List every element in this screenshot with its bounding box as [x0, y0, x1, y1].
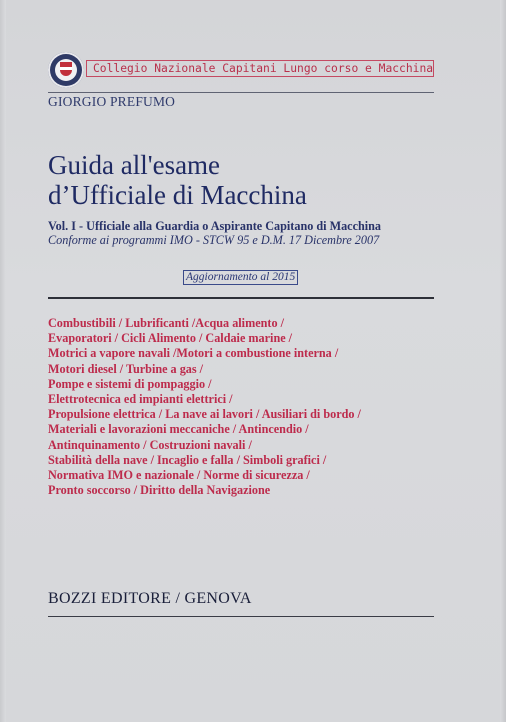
society-name: Collegio Nazionale Capitani Lungo corso e Macchina: [86, 60, 434, 77]
divider-bottom: [48, 616, 434, 617]
book-title-line1: Guida all'esame: [48, 150, 221, 180]
topic-item: Motori diesel / Turbine a gas /: [48, 361, 204, 376]
topic-item: Combustibili / Lubrificanti /Acqua alimento /: [48, 316, 284, 330]
volume-subtitle: Vol. I - Ufficiale alla Guardia o Aspirante Capitano di Macchina: [48, 219, 382, 233]
author-name: GIORGIO PREFUMO: [48, 94, 176, 109]
topic-item: Propulsione elettrica / La nave ai lavori / Ausiliari di bordo /: [48, 407, 361, 422]
cover-edge-right: [500, 0, 506, 722]
cover-edge-left: [0, 0, 6, 722]
topic-item: Antinquinamento / Costruzioni navali /: [48, 437, 252, 452]
topic-item: Pronto soccorso / Diritto della Navigazione: [48, 483, 271, 498]
topic-item: Pompe e sistemi di pompaggio /: [48, 376, 212, 391]
topic-item: Evaporatori / Cicli Alimento / Caldaie marine /: [48, 331, 293, 346]
divider-middle: [48, 297, 434, 299]
divider-top: [48, 92, 434, 93]
topic-item: Elettrotecnica ed impianti elettrici /: [48, 392, 233, 407]
topic-item: Motrici a vapore navali /Motori a combustione interna /: [48, 346, 339, 361]
topics-list: [48, 316, 361, 498]
publisher-name: BOZZI EDITORE / GENOVA: [48, 590, 252, 607]
update-badge: Aggiornamento al 2015: [183, 270, 298, 285]
topic-item: Stabilità della nave / Incaglio e falla / Simboli grafici /: [48, 452, 327, 467]
crest-logo-icon: [48, 52, 84, 88]
book-title-line2: d’Ufficiale di Macchina: [48, 180, 307, 210]
conformity-note: Conforme ai programmi IMO - STCW 95 e D.M. 17 Dicembre 2007: [48, 233, 380, 247]
topic-item: Normativa IMO e nazionale / Norme di sicurezza /: [48, 468, 310, 483]
topic-item: Materiali e lavorazioni meccaniche / Antincendio /: [48, 422, 309, 437]
